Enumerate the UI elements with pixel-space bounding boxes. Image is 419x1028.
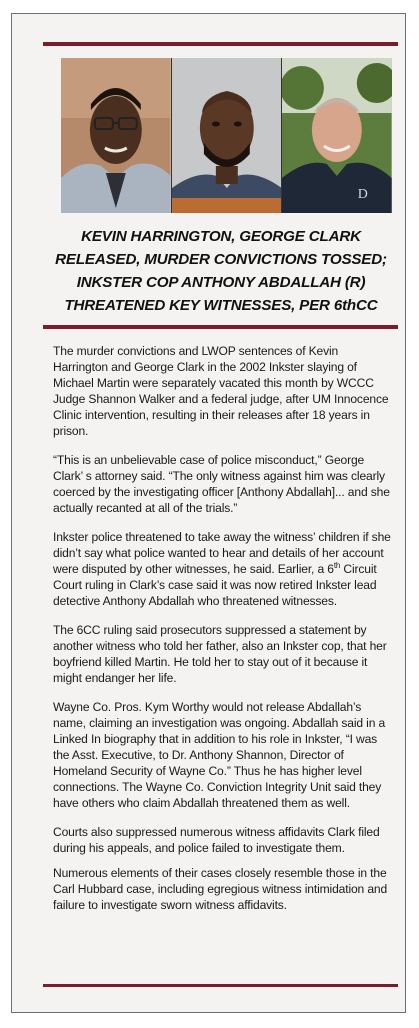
portrait-photo-left	[61, 58, 171, 213]
headline	[42, 225, 400, 317]
paragraph-2: “This is an unbelievable case of police misconduct,” George Clark’ s attorney said. “The only witness against him was clearly coerced by the investigating officer [Anthony Abdallah]... and she actually recanted at all of the trials.”	[53, 453, 390, 515]
top-divider	[43, 42, 398, 46]
svg-text:D: D	[358, 186, 369, 203]
headline-line-1: KEVIN HARRINGTON, GEORGE CLARK	[81, 228, 361, 245]
paragraph-3-start: Inkster police threatened to take away the witness’ children if she didn’t say what police wanted to hear and details of her account were disputed by other witnesses, he said. Earlier, a 6	[53, 530, 391, 576]
headline-line-4: THREATENED KEY WITNESSES, PER 6thCC	[64, 297, 378, 314]
paragraph-4: The 6CC ruling said prosecutors suppressed a statement by another witness who told her father, also an Inkster cop, that her boyfriend killed Martin. He told her to stay out of it because it might endanger her life.	[53, 623, 387, 685]
article-body	[53, 343, 393, 926]
paragraph-6: Courts also suppressed numerous witness affidavits Clark filed during his appeals, and police failed to investigate them.	[53, 825, 380, 855]
portrait-photo-right	[281, 58, 392, 213]
bottom-divider	[43, 984, 398, 987]
paragraph-5: Wayne Co. Pros. Kym Worthy would not release Abdallah’s name, claiming an investigation was ongoing. Abdallah said in a Linked In biography that in addition to his role in Inkster, “I was the Asst. Executive, to Dr. Anthony Shannon, Director of Homeland Security of Wayne Co.” Thus he has higher level connections. The Wayne Co. Conviction Integrity Unit said they have others who claim Abdallah threatened them as well.	[53, 700, 386, 810]
photo-strip	[61, 58, 392, 213]
headline-line-2: RELEASED, MURDER CONVICTIONS TOSSED;	[55, 251, 387, 268]
headline-line-3: INKSTER COP ANTHONY ABDALLAH (R)	[76, 274, 366, 291]
paragraph-7: Numerous elements of their cases closely resemble those in the Carl Hubbard case, including egregious witness intimidation and failure to investigate sworn witness affidavits.	[53, 866, 388, 912]
paragraph-3-end: Circuit Court ruling in Clark’s case said it was now retired Inkster lead detective Anthony Abdallah who threatened witnesses.	[53, 562, 377, 608]
portrait-photo-middle	[171, 58, 282, 213]
paragraph-3	[53, 529, 393, 609]
article-panel	[11, 13, 406, 1013]
headline-divider	[43, 325, 398, 329]
paragraph-1: The murder convictions and LWOP sentences of Kevin Harrington and George Clark in the 2002 Inkster slaying of Michael Martin were separately vacated this month by WCCC Judge Shannon Walker and a federal judge, after UM Innocence Clinic intervention, resulting in their releases after 18 years in prison.	[53, 344, 389, 438]
ordinal-suffix: th	[333, 560, 341, 570]
